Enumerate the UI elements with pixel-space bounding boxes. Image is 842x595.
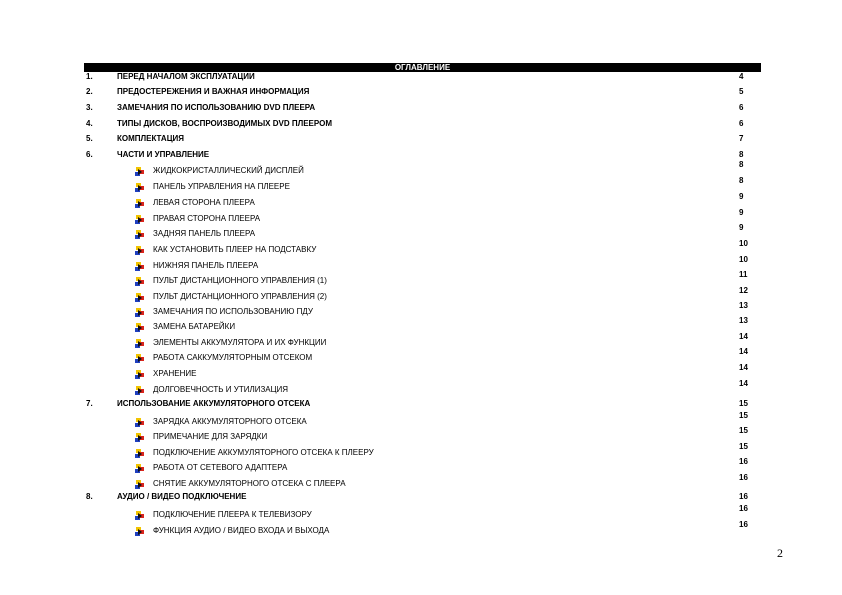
- colored-arrow-bullet-icon: [135, 370, 145, 379]
- subitem-page: 9: [739, 223, 744, 232]
- toc-section: [0, 149, 842, 161]
- subitem-page: 9: [739, 192, 744, 201]
- section-number: 4.: [86, 119, 93, 128]
- toc-subitem: [0, 192, 842, 209]
- section-title: ПЕРЕД НАЧАЛОМ ЭКСПЛУАТАЦИИ: [117, 72, 255, 81]
- toc-subitem: [0, 504, 842, 521]
- subitem-page: 8: [739, 176, 744, 185]
- colored-arrow-bullet-icon: [135, 183, 145, 192]
- toc-subitem: [0, 270, 842, 287]
- section-number: 2.: [86, 87, 93, 96]
- toc-subitem: [0, 208, 842, 225]
- toc-subitem: [0, 316, 842, 333]
- colored-arrow-bullet-icon: [135, 527, 145, 536]
- section-page: 6: [739, 119, 744, 128]
- subitem-title: ДОЛГОВЕЧНОСТЬ И УТИЛИЗАЦИЯ: [153, 385, 289, 394]
- toc-section: [0, 71, 842, 83]
- section-title: АУДИО / ВИДЕО ПОДКЛЮЧЕНИЕ: [117, 492, 247, 501]
- subitem-title: ПАНЕЛЬ УПРАВЛЕНИЯ НА ПЛЕЕРЕ: [153, 182, 290, 191]
- section-number: 5.: [86, 134, 93, 143]
- subitem-title: ПОДКЛЮЧЕНИЕ АККУМУЛЯТОРНОГО ОТСЕКА К ПЛЕЕРУ: [153, 448, 374, 457]
- colored-arrow-bullet-icon: [135, 433, 145, 442]
- toc-subitem: [0, 379, 842, 396]
- colored-arrow-bullet-icon: [135, 323, 145, 332]
- subitem-title: ЛЕВАЯ СТОРОНА ПЛЕЕРА: [153, 198, 255, 207]
- section-title: ИСПОЛЬЗОВАНИЕ АККУМУЛЯТОРНОГО ОТСЕКА: [117, 399, 311, 408]
- toc-subitem: [0, 347, 842, 364]
- subitem-page: 14: [739, 332, 748, 341]
- subitem-page: 15: [739, 411, 748, 420]
- section-title: ПРЕДОСТЕРЕЖЕНИЯ И ВАЖНАЯ ИНФОРМАЦИЯ: [117, 87, 310, 96]
- subitem-title: РАБОТА САККУМУЛЯТОРНЫМ ОТСЕКОМ: [153, 353, 313, 362]
- subitem-title: СНЯТИЕ АККУМУЛЯТОРНОГО ОТСЕКА С ПЛЕЕРА: [153, 479, 346, 488]
- colored-arrow-bullet-icon: [135, 386, 145, 395]
- subitem-page: 15: [739, 426, 748, 435]
- subitem-title: ЗАМЕЧАНИЯ ПО ИСПОЛЬЗОВАНИЮ ПДУ: [153, 307, 313, 316]
- subitem-page: 16: [739, 457, 748, 466]
- subitem-title: ЖИДКОКРИСТАЛЛИЧЕСКИЙ ДИСПЛЕЙ: [153, 166, 304, 175]
- subitem-page: 14: [739, 347, 748, 356]
- subitem-page: 10: [739, 255, 748, 264]
- colored-arrow-bullet-icon: [135, 449, 145, 458]
- toc-subitem: [0, 239, 842, 256]
- section-title: КОМПЛЕКТАЦИЯ: [117, 134, 185, 143]
- subitem-title: ПРАВАЯ СТОРОНА ПЛЕЕРА: [153, 214, 261, 223]
- section-page: 5: [739, 87, 744, 96]
- subitem-title: ПОДКЛЮЧЕНИЕ ПЛЕЕРА К ТЕЛЕВИЗОРУ: [153, 510, 312, 519]
- section-page: 7: [739, 134, 744, 143]
- section-page: 4: [739, 72, 744, 81]
- subitem-page: 8: [739, 160, 744, 169]
- colored-arrow-bullet-icon: [135, 230, 145, 239]
- subitem-page: 13: [739, 316, 748, 325]
- toc-subitem: [0, 457, 842, 474]
- colored-arrow-bullet-icon: [135, 511, 145, 520]
- toc-heading: ОГЛАВЛЕНИЕ: [84, 63, 761, 72]
- subitem-page: 9: [739, 208, 744, 217]
- subitem-title: ЗАДНЯЯ ПАНЕЛЬ ПЛЕЕРА: [153, 229, 256, 238]
- subitem-title: ПРИМЕЧАНИЕ ДЛЯ ЗАРЯДКИ: [153, 432, 268, 441]
- toc-section: [0, 102, 842, 114]
- colored-arrow-bullet-icon: [135, 262, 145, 271]
- toc-section: [0, 398, 842, 410]
- section-page: 6: [739, 103, 744, 112]
- section-number: 3.: [86, 103, 93, 112]
- toc-subitem: [0, 286, 842, 303]
- subitem-title: ФУНКЦИЯ АУДИО / ВИДЕО ВХОДА И ВЫХОДА: [153, 526, 330, 535]
- toc-section: [0, 118, 842, 130]
- colored-arrow-bullet-icon: [135, 480, 145, 489]
- colored-arrow-bullet-icon: [135, 339, 145, 348]
- toc-subitem: [0, 442, 842, 459]
- subitem-title: ЗАРЯДКА АККУМУЛЯТОРНОГО ОТСЕКА: [153, 417, 307, 426]
- subitem-title: ХРАНЕНИЕ: [153, 369, 197, 378]
- toc-subitem: [0, 223, 842, 240]
- colored-arrow-bullet-icon: [135, 199, 145, 208]
- toc-section: [0, 86, 842, 98]
- toc-subitem: [0, 473, 842, 490]
- section-page: 8: [739, 150, 744, 159]
- subitem-page: 12: [739, 286, 748, 295]
- subitem-page: 15: [739, 442, 748, 451]
- colored-arrow-bullet-icon: [135, 418, 145, 427]
- toc-subitem: [0, 160, 842, 177]
- subitem-page: 16: [739, 473, 748, 482]
- subitem-title: ПУЛЬТ ДИСТАНЦИОННОГО УПРАВЛЕНИЯ (1): [153, 276, 327, 285]
- toc-subitem: [0, 301, 842, 318]
- section-page: 15: [739, 399, 748, 408]
- subitem-title: НИЖНЯЯ ПАНЕЛЬ ПЛЕЕРА: [153, 261, 259, 270]
- subitem-page: 14: [739, 379, 748, 388]
- colored-arrow-bullet-icon: [135, 308, 145, 317]
- subitem-page: 11: [739, 270, 748, 279]
- page-number: 2: [777, 546, 783, 560]
- toc-subitem: [0, 332, 842, 349]
- subitem-title: КАК УСТАНОВИТЬ ПЛЕЕР НА ПОДСТАВКУ: [153, 245, 317, 254]
- subitem-page: 10: [739, 239, 748, 248]
- colored-arrow-bullet-icon: [135, 277, 145, 286]
- section-number: 7.: [86, 399, 93, 408]
- subitem-page: 14: [739, 363, 748, 372]
- section-number: 8.: [86, 492, 93, 501]
- toc-subitem: [0, 426, 842, 443]
- section-title: ЗАМЕЧАНИЯ ПО ИСПОЛЬЗОВАНИЮ DVD ПЛЕЕРА: [117, 103, 316, 112]
- colored-arrow-bullet-icon: [135, 246, 145, 255]
- toc-section: [0, 491, 842, 503]
- subitem-page: 16: [739, 504, 748, 513]
- colored-arrow-bullet-icon: [135, 215, 145, 224]
- subitem-page: 16: [739, 520, 748, 529]
- section-title: ЧАСТИ И УПРАВЛЕНИЕ: [117, 150, 210, 159]
- toc-subitem: [0, 411, 842, 428]
- toc-subitem: [0, 176, 842, 193]
- toc-subitem: [0, 255, 842, 272]
- colored-arrow-bullet-icon: [135, 167, 145, 176]
- section-number: 6.: [86, 150, 93, 159]
- section-number: 1.: [86, 72, 93, 81]
- section-page: 16: [739, 492, 748, 501]
- toc-subitem: [0, 363, 842, 380]
- subitem-title: ЗАМЕНА БАТАРЕЙКИ: [153, 322, 236, 331]
- colored-arrow-bullet-icon: [135, 354, 145, 363]
- subitem-title: ПУЛЬТ ДИСТАНЦИОННОГО УПРАВЛЕНИЯ (2): [153, 292, 327, 301]
- subitem-page: 13: [739, 301, 748, 310]
- subitem-title: ЭЛЕМЕНТЫ АККУМУЛЯТОРА И ИХ ФУНКЦИИ: [153, 338, 327, 347]
- colored-arrow-bullet-icon: [135, 464, 145, 473]
- subitem-title: РАБОТА ОТ СЕТЕВОГО АДАПТЕРА: [153, 463, 288, 472]
- colored-arrow-bullet-icon: [135, 293, 145, 302]
- toc-section: [0, 133, 842, 145]
- section-title: ТИПЫ ДИСКОВ, ВОСПРОИЗВОДИМЫХ DVD ПЛЕЕРОМ: [117, 119, 333, 128]
- toc-subitem: [0, 520, 842, 537]
